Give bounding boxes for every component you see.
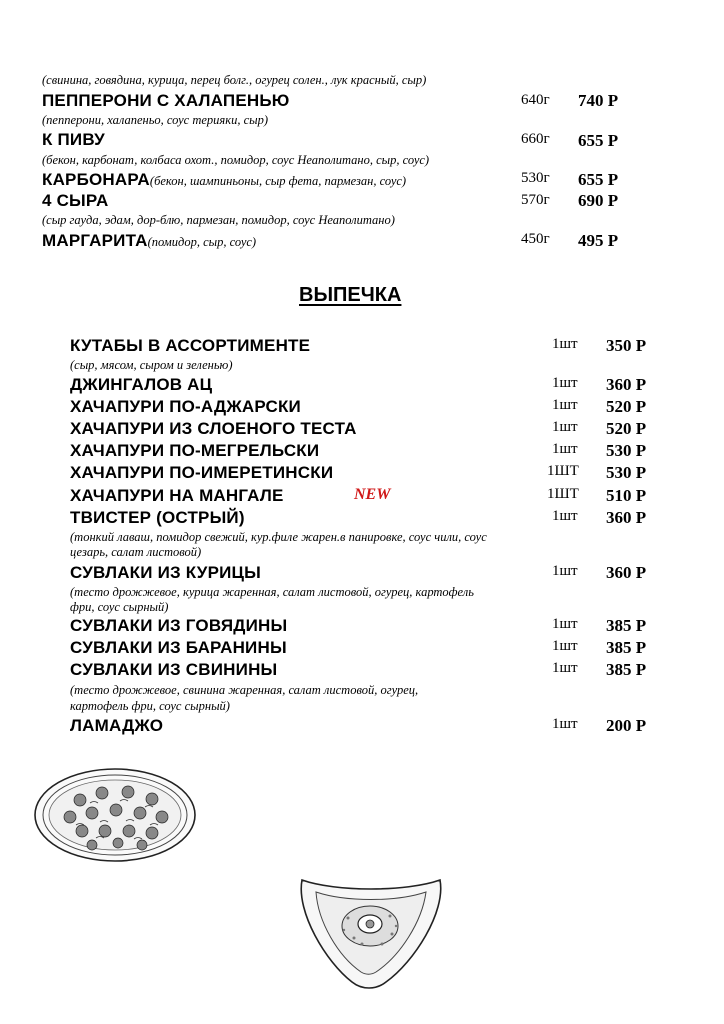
menu-item-price: 385 Р bbox=[606, 616, 647, 635]
menu-item-name: ПЕППЕРОНИ С ХАЛАПЕНЬЮ bbox=[42, 91, 290, 110]
section-title: ВЫПЕЧКА bbox=[299, 284, 402, 306]
menu-item-weight: 660г bbox=[521, 131, 550, 147]
menu-item-description: (пепперони, халапеньо, соус терияки, сыр) bbox=[42, 113, 269, 127]
menu-item-price: 360 Р bbox=[606, 508, 647, 527]
menu-item-price: 655 Р bbox=[578, 131, 619, 150]
menu-item-name: ХАЧАПУРИ НА МАНГАЛЕ bbox=[70, 486, 284, 505]
menu-item-name: СУВЛАКИ ИЗ СВИНИНЫ bbox=[70, 660, 278, 679]
menu-item-description: цезарь, салат листовой) bbox=[70, 545, 202, 559]
menu-item-name: ТВИСТЕР (ОСТРЫЙ) bbox=[70, 508, 245, 527]
menu-item-name-with-inline bbox=[42, 170, 406, 190]
khachapuri-sketch-icon bbox=[296, 872, 446, 990]
menu-item-quantity: 1шт bbox=[552, 441, 578, 457]
menu-item-price: 385 Р bbox=[606, 660, 647, 679]
menu-item-quantity: 1шт bbox=[552, 397, 578, 413]
menu-item-description: картофель фри, соус сырный) bbox=[70, 699, 230, 713]
menu-item-quantity: 1шт bbox=[552, 563, 578, 579]
menu-item-quantity: 1шт bbox=[552, 508, 578, 524]
menu-item-name: СУВЛАКИ ИЗ КУРИЦЫ bbox=[70, 563, 261, 582]
menu-item-weight: 530г bbox=[521, 170, 550, 186]
menu-item-price: 520 Р bbox=[606, 397, 647, 416]
menu-item-name-with-inline bbox=[42, 231, 256, 251]
menu-item-name: ХАЧАПУРИ ИЗ СЛОЕНОГО ТЕСТА bbox=[70, 419, 357, 438]
menu-item-weight: 570г bbox=[521, 192, 550, 208]
menu-item-description: (сыр гауда, эдам, дор-блю, пармезан, помидор, соус Неаполитано) bbox=[42, 213, 395, 227]
menu-item-weight: 640г bbox=[521, 92, 550, 108]
menu-item-name: ДЖИНГАЛОВ АЦ bbox=[70, 375, 213, 394]
menu-item-quantity: 1шт bbox=[552, 716, 578, 732]
menu-item-price: 360 Р bbox=[606, 563, 647, 582]
new-badge: NEW bbox=[354, 486, 391, 503]
menu-item-name: КАРБОНАРА bbox=[42, 170, 150, 189]
menu-item-name: ХАЧАПУРИ ПО-АДЖАРСКИ bbox=[70, 397, 301, 416]
menu-item-description: (сыр, мясом, сыром и зеленью) bbox=[70, 358, 233, 372]
menu-item-inline-description: (бекон, шампиньоны, сыр фета, пармезан, соус) bbox=[149, 174, 407, 188]
menu-item-price: 510 Р bbox=[606, 486, 647, 505]
menu-item-name: СУВЛАКИ ИЗ БАРАНИНЫ bbox=[70, 638, 287, 657]
menu-item-price: 520 Р bbox=[606, 419, 647, 438]
menu-item-description: (тесто дрожжевое, свинина жаренная, салат листовой, огурец, bbox=[70, 683, 419, 697]
menu-item-description: (бекон, карбонат, колбаса охот., помидор, соус Неаполитано, сыр, соус) bbox=[42, 153, 430, 167]
menu-item-name: КУТАБЫ В АССОРТИМЕНТЕ bbox=[70, 336, 311, 355]
menu-item-price: 200 Р bbox=[606, 716, 647, 735]
menu-item-quantity: 1шт bbox=[552, 419, 578, 435]
menu-item-description: (тонкий лаваш, помидор свежий, кур.филе жарен.в панировке, соус чили, соус bbox=[70, 530, 487, 544]
menu-item-price: 530 Р bbox=[606, 441, 647, 460]
menu-item-price: 530 Р bbox=[606, 463, 647, 482]
menu-item-name: МАРГАРИТА bbox=[42, 231, 148, 250]
menu-item-price: 690 Р bbox=[578, 191, 619, 210]
pizza-sketch-icon bbox=[30, 765, 200, 865]
menu-item-name: ЛАМАДЖО bbox=[70, 716, 164, 735]
menu-item-name: ХАЧАПУРИ ПО-ИМЕРЕТИНСКИ bbox=[70, 463, 334, 482]
pizza-top-description: (свинина, говядина, курица, перец болг., огурец солен., лук красный, сыр) bbox=[42, 73, 427, 87]
menu-item-quantity: 1шт bbox=[552, 375, 578, 391]
menu-item-description: фри, соус сырный) bbox=[70, 600, 169, 614]
menu-item-quantity: 1ШТ bbox=[547, 486, 579, 502]
menu-item-price: 655 Р bbox=[578, 170, 619, 189]
menu-item-quantity: 1шт bbox=[552, 616, 578, 632]
menu-item-price: 350 Р bbox=[606, 336, 647, 355]
menu-item-name: ХАЧАПУРИ ПО-МЕГРЕЛЬСКИ bbox=[70, 441, 320, 460]
menu-item-price: 495 Р bbox=[578, 231, 619, 250]
menu-item-price: 385 Р bbox=[606, 638, 647, 657]
menu-item-price: 360 Р bbox=[606, 375, 647, 394]
menu-item-inline-description: (помидор, сыр, соус) bbox=[147, 235, 257, 249]
menu-item-quantity: 1шт bbox=[552, 638, 578, 654]
menu-item-name: СУВЛАКИ ИЗ ГОВЯДИНЫ bbox=[70, 616, 288, 635]
menu-item-weight: 450г bbox=[521, 231, 550, 247]
menu-item-price: 740 Р bbox=[578, 91, 619, 110]
menu-item-description: (тесто дрожжевое, курица жаренная, салат листовой, огурец, картофель bbox=[70, 585, 474, 599]
menu-item-quantity: 1шт bbox=[552, 336, 578, 352]
menu-item-quantity: 1шт bbox=[552, 660, 578, 676]
menu-item-name: К ПИВУ bbox=[42, 130, 105, 149]
menu-item-quantity: 1ШТ bbox=[547, 463, 579, 479]
menu-item-name: 4 СЫРА bbox=[42, 191, 109, 210]
